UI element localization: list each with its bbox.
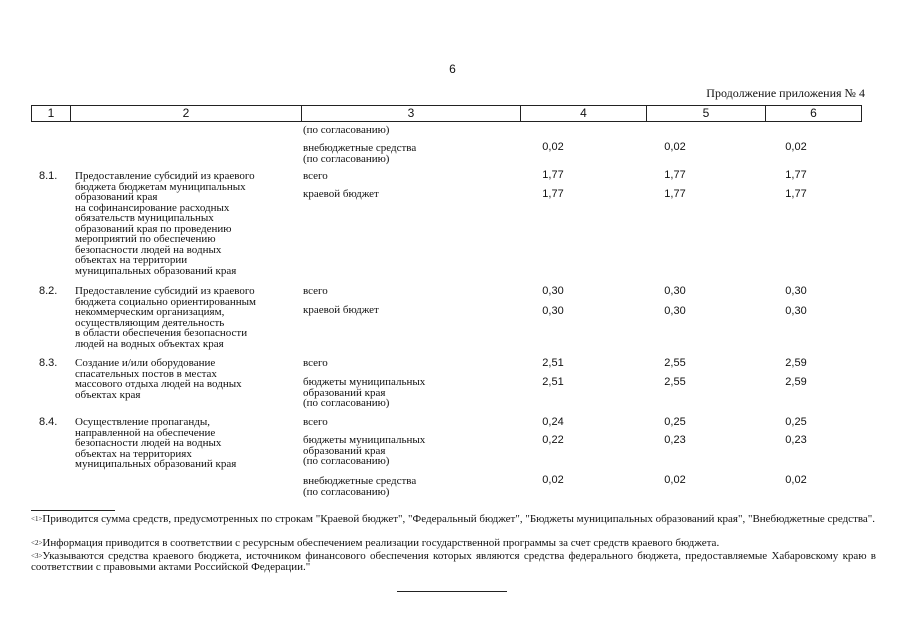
- value-cell: 1,77: [542, 169, 564, 181]
- column-header-table: [31, 105, 862, 122]
- continuation-title: Продолжение приложения № 4: [706, 86, 865, 100]
- footnote-text: Информация приводится в соответствии с ресурсным обеспечением реализации государственной программы за счет средств краевого бюджета.: [42, 537, 720, 549]
- value-cell: 2,55: [664, 376, 686, 388]
- value-cell: 0,24: [542, 416, 564, 428]
- value-cell: 0,30: [542, 285, 564, 297]
- value-cell: 0,23: [785, 434, 807, 446]
- value-cell: 0,02: [542, 474, 564, 486]
- footnote-3: [31, 551, 876, 573]
- footnote-separator: [31, 510, 115, 511]
- source-cell: краевой бюджет: [303, 188, 379, 200]
- value-cell: 2,55: [664, 357, 686, 369]
- row-number: 8.4.: [39, 416, 58, 428]
- value-cell: 2,59: [785, 376, 807, 388]
- col-header-1: 1: [32, 106, 71, 122]
- measure-description: Предоставление субсидий из краевого бюджета социально ориентированным некоммерческим организациям, осуществляющим деятельность в области обеспечения безопасности людей на водных объектах края: [75, 285, 256, 350]
- row-number: 8.1.: [39, 170, 58, 182]
- footnote-marker: <3>: [31, 552, 43, 560]
- value-cell: 0,02: [664, 141, 686, 153]
- source-cell: всего: [303, 170, 328, 182]
- source-cell: всего: [303, 285, 328, 297]
- source-cell: бюджеты муниципальных образований края (по согласованию): [303, 376, 426, 409]
- value-cell: 1,77: [664, 169, 686, 181]
- measure-description: Создание и/или оборудование спасательных постов в местах массового отдыха людей на водных объектах края: [75, 357, 242, 401]
- value-cell: 1,77: [664, 188, 686, 200]
- measure-description: Осуществление пропаганды, направленной на обеспечение безопасности людей на водных объектах на территориях муниципальных образований края: [75, 416, 237, 470]
- source-cell: краевой бюджет: [303, 304, 379, 316]
- footnote-marker: <1>: [31, 515, 43, 523]
- source-cell: внебюджетные средства (по согласованию): [303, 142, 417, 165]
- value-cell: 1,77: [542, 188, 564, 200]
- value-cell: 2,51: [542, 357, 564, 369]
- col-header-5: 5: [647, 106, 766, 122]
- source-cell: внебюджетные средства (по согласованию): [303, 475, 417, 498]
- value-cell: 0,30: [785, 305, 807, 317]
- value-cell: 0,25: [785, 416, 807, 428]
- col-header-2: 2: [71, 106, 302, 122]
- col-header-4: 4: [521, 106, 647, 122]
- value-cell: 1,77: [785, 188, 807, 200]
- value-cell: 0,02: [664, 474, 686, 486]
- footnote-text: Указываются средства краевого бюджета, источником финансового обеспечения которых являются средства федерального бюджета, предоставляемые Хабаровскому краю в соответствии с правовыми актами Российской Федерации.": [31, 550, 876, 573]
- end-separator: [397, 591, 507, 592]
- value-cell: 0,25: [664, 416, 686, 428]
- value-cell: 1,77: [785, 169, 807, 181]
- value-cell: 2,59: [785, 357, 807, 369]
- col-header-6: 6: [766, 106, 862, 122]
- row-number: 8.3.: [39, 357, 58, 369]
- value-cell: 0,02: [542, 141, 564, 153]
- footnote-marker: <2>: [31, 539, 43, 547]
- source-fragment: (по согласованию): [303, 124, 390, 136]
- source-cell: бюджеты муниципальных образований края (по согласованию): [303, 434, 426, 467]
- value-cell: 0,22: [542, 434, 564, 446]
- value-cell: 0,30: [785, 285, 807, 297]
- row-number: 8.2.: [39, 285, 58, 297]
- value-cell: 0,23: [664, 434, 686, 446]
- value-cell: 0,30: [542, 305, 564, 317]
- col-header-3: 3: [302, 106, 521, 122]
- value-cell: 0,02: [785, 141, 807, 153]
- footnote-text: Приводится сумма средств, предусмотренных по строкам "Краевой бюджет", "Федеральный бюджет", "Бюджеты муниципальных образований края", "Внебюджетные средства".: [42, 513, 876, 525]
- measure-description: Предоставление субсидий из краевого бюджета бюджетам муниципальных образований края на софинансирование расходных обязательств муниципальных образований края по проведению мероприятий по обеспечению безопасности людей на водных объектах на территории муниципальных образований края: [75, 170, 255, 277]
- footnote-2: [31, 538, 876, 549]
- value-cell: 0,30: [664, 305, 686, 317]
- footnote-1: [31, 514, 876, 525]
- page-number: 6: [449, 62, 456, 76]
- source-cell: всего: [303, 357, 328, 369]
- value-cell: 2,51: [542, 376, 564, 388]
- source-cell: всего: [303, 416, 328, 428]
- value-cell: 0,02: [785, 474, 807, 486]
- value-cell: 0,30: [664, 285, 686, 297]
